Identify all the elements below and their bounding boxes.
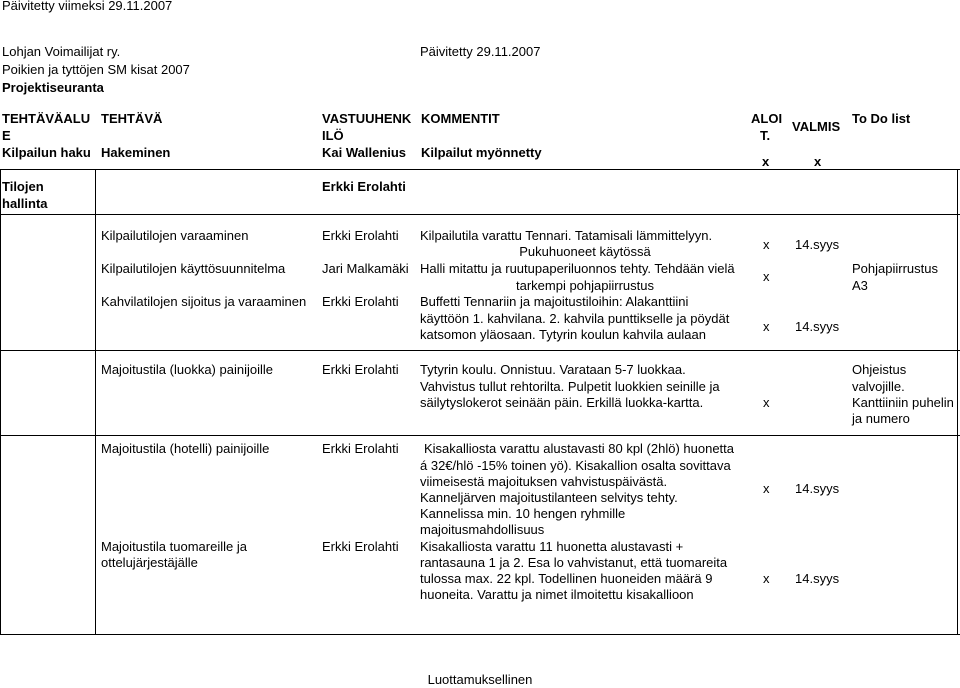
row6-comment-line-1: Kisakalliosta varattu 11 huonetta alustavasti + — [420, 539, 684, 554]
row3-started-mark: x — [763, 319, 770, 334]
row3-comment-line-3: katsomon yläosaan. Tytyrin koulun kahvila aulaan — [420, 327, 706, 342]
row5-responsible: Erkki Erolahti — [322, 441, 399, 456]
col-resp-header-1: VASTUUHENK — [322, 111, 412, 126]
row6-responsible: Erkki Erolahti — [322, 539, 399, 554]
col-started-header-2: T. — [760, 128, 771, 143]
row2-todo-line-1: Pohjapiirrustus — [852, 261, 938, 276]
row3-task: Kahvilatilojen sijoitus ja varaaminen — [101, 294, 307, 309]
row1-ready-date: 14.syys — [795, 237, 840, 252]
grid-line — [0, 169, 1, 634]
section-responsible: Erkki Erolahti — [322, 179, 406, 194]
col-ready-header: VALMIS — [792, 119, 841, 134]
grid-line — [0, 435, 960, 436]
row6-comment-line-2: rantasauna 1 ja 2. Esa lo vahvistanut, että tuomareita — [420, 555, 728, 570]
col-todo-header: To Do list — [852, 111, 911, 126]
row4-comment-line-3: säilytyslokerot seinään päin. Erkillä luokka-kartta. — [420, 395, 704, 410]
row2-todo-line-2: A3 — [852, 278, 868, 293]
organization-name: Lohjan Voimailijat ry. — [2, 44, 121, 59]
row2-comment-line-2: tarkempi pohjapiirrustus — [515, 278, 654, 293]
col-area-header-1: TEHTÄVÄALU — [2, 111, 91, 126]
row1-comment-line-2: Pukuhuoneet käytössä — [519, 244, 651, 259]
row4-todo-line-3: Kanttiiniin puhelin — [852, 395, 954, 410]
row5-started-mark: x — [763, 481, 770, 496]
row4-started-mark: x — [763, 395, 770, 410]
row1-comment-line-1: Kilpailutila varattu Tennari. Tatamisali lämmittelyyn. — [420, 228, 713, 243]
row1-started-mark: x — [763, 237, 770, 252]
row5-ready-date: 14.syys — [795, 481, 840, 496]
col-area-header-2: E — [2, 128, 11, 143]
col-started-header-1: ALOI — [751, 111, 783, 126]
row4-todo-line-2: valvojille. — [852, 379, 905, 394]
row4-todo-line-4: ja numero — [852, 411, 910, 426]
row4-comment-line-2: Vahvistus tullut rehtorilta. Pulpetit luokkien seinille ja — [420, 379, 720, 394]
row4-todo-line-1: Ohjeistus — [852, 362, 907, 377]
summary-started-mark: x — [762, 154, 770, 169]
row4-responsible: Erkki Erolahti — [322, 362, 399, 377]
section-area-2: hallinta — [2, 196, 48, 211]
row4-task: Majoitustila (luokka) painijoille — [101, 362, 273, 377]
section-area-1: Tilojen — [2, 179, 44, 194]
row2-comment-line-1: Halli mitattu ja ruutupaperiluonnos tehty. Tehdään vielä — [420, 261, 735, 276]
row2-task: Kilpailutilojen käyttösuunnitelma — [101, 261, 286, 276]
grid-line — [0, 214, 960, 215]
row1-task: Kilpailutilojen varaaminen — [101, 228, 249, 243]
summary-ready-mark: x — [814, 154, 822, 169]
row6-comment-line-4: huoneita. Varattu ja nimet ilmoitettu kisakallioon — [420, 587, 694, 602]
grid-line — [957, 169, 958, 634]
event-title: Poikien ja tyttöjen SM kisat 2007 — [2, 62, 190, 77]
project-title: Projektiseuranta — [2, 80, 104, 95]
grid-line — [0, 350, 960, 351]
row6-task-line-1: Majoitustila tuomareille ja — [101, 539, 247, 554]
grid-line — [0, 634, 960, 635]
row5-comment-line-1: Kisakalliosta varattu alustavasti 80 kpl (2hlö) huonetta — [424, 441, 735, 456]
row5-comment-line-3: viimeisestä majoituksen vahvistuspäivästä. — [420, 474, 668, 489]
grid-line — [95, 169, 96, 634]
row3-comment-line-2: käyttöön 1. kahvilana. 2. kahvila punttikselle ja pöydät — [420, 311, 730, 326]
col-comment-header: KOMMENTIT — [421, 111, 500, 126]
row5-comment-line-6: majoitusmahdollisuus — [420, 522, 545, 537]
row2-responsible: Jari Malkamäki — [322, 261, 409, 276]
row6-task-line-2: ottelujärjestäjälle — [101, 555, 198, 570]
col-task-header: TEHTÄVÄ — [101, 111, 163, 126]
row5-task: Majoitustila (hotelli) painijoille — [101, 441, 270, 456]
row3-responsible: Erkki Erolahti — [322, 294, 399, 309]
row5-comment-line-4: Kanneljärven majoitustilanteen selvitys tehty. — [420, 490, 678, 505]
row6-started-mark: x — [763, 571, 770, 586]
summary-responsible: Kai Wallenius — [322, 145, 407, 160]
row1-responsible: Erkki Erolahti — [322, 228, 399, 243]
summary-area: Kilpailun haku — [2, 145, 91, 160]
row4-comment-line-1: Tytyrin koulu. Onnistuu. Varataan 5-7 luokkaa. — [420, 362, 686, 377]
row6-comment-line-3: tulossa max. 22 kpl. Todellinen huoneiden määrä 9 — [420, 571, 713, 586]
grid-line — [0, 169, 960, 170]
row5-comment-line-2: á 32€/hlö -15% toinen yö). Kisakallion osalta sovittava — [420, 458, 731, 473]
row5-comment-line-5: Kannelissa min. 10 hengen ryhmille — [420, 506, 626, 521]
col-resp-header-2: ILÖ — [322, 128, 344, 143]
row3-ready-date: 14.syys — [795, 319, 840, 334]
row6-ready-date: 14.syys — [795, 571, 840, 586]
row3-comment-line-1: Buffetti Tennariin ja majoitustiloihin: Alakanttiini — [420, 294, 689, 309]
summary-task: Hakeminen — [101, 145, 171, 160]
confidential-footer: Luottamuksellinen — [427, 672, 533, 687]
summary-comment: Kilpailut myönnetty — [421, 145, 542, 160]
last-updated-note: Päivitetty viimeksi 29.11.2007 — [2, 0, 173, 13]
updated-date: Päivitetty 29.11.2007 — [420, 44, 541, 59]
row2-started-mark: x — [763, 269, 770, 284]
